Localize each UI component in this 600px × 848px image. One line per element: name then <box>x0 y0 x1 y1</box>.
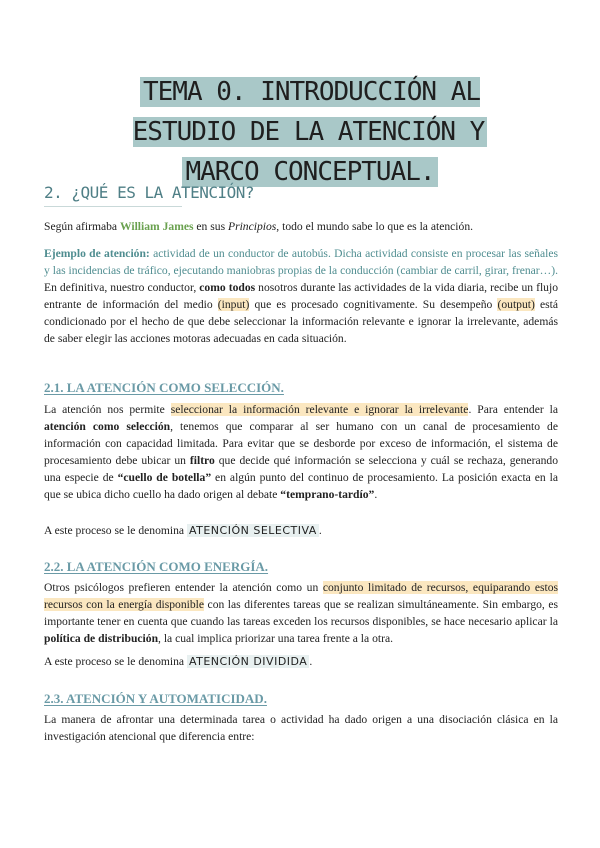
paragraph-example: Ejemplo de atención: actividad de un conductor de autobús. Dicha actividad consiste en procesar las señales y las incidencias de tráfico, ejecutando maniobras propias de la conducción (cambiar de carril, girar, frenar…). En definitiva, nuestro conductor, como todos nosotros durante las actividades de la vida diaria, recibe un flujo entrante de información del medio (input) que es procesado cognitivamente. Su desempeño (output) está condicionado por el hecho de que debe seleccionar la información relevante e ignorar la irrelevante, además de saber elegir las acciones motoras adecuadas en cada situación. <box>44 247 559 345</box>
selective-attention-box: ATENCIÓN SELECTIVA <box>188 524 317 537</box>
paragraph-william-james: Según afirmaba William James en sus Principios, todo el mundo sabe lo que es la atención. <box>44 220 474 233</box>
divided-attention-box: ATENCIÓN DIVIDIDA <box>188 655 308 668</box>
author-name: William James <box>119 220 194 233</box>
section-2-2-heading: 2.2. LA ATENCIÓN COMO ENERGÍA. <box>44 559 269 574</box>
book-title: Principios <box>227 220 277 233</box>
page-title <box>86 72 534 192</box>
output-highlight: (output) <box>497 298 535 311</box>
section-2-3-heading: 2.3. ATENCIÓN Y AUTOMATICIDAD. <box>44 691 267 706</box>
paragraph-selection: La atención nos permite seleccionar la información relevante e ignorar la irrelevante. Para entender la atención como selección, tenemos que comparar al ser humano con un canal de procesamiento de información con capacidad limitada. Para evitar que se desborde por exceso de información, el sistema de procesamiento debe ubicar un filtro que decide qué información se selecciona y cuál se rechaza, generando una especie de “cuello de botella” en algún punto del continuo de procesamiento. La posición exacta en la que se ubica dicho cuello ha dado origen al debate “temprano-tardío”. <box>44 403 559 501</box>
paragraph-automaticity: La manera de afrontar una determinada tarea o actividad ha dado origen a una disociación clásica en la investigación atencional que diferencia entre: <box>44 713 558 743</box>
example-label: Ejemplo de atención: <box>44 247 150 260</box>
paragraph-energy: Otros psicólogos prefieren entender la atención como un conjunto limitado de recursos, equiparando estos recursos con la energía disponible con las diferentes tareas que se realizan simultáneamente. Sin embargo, es importante tener en cuenta que cuando las tareas exceden los recursos disponibles, se hace necesario aplicar la política de distribución, la cual implica priorizar una tarea frente a la otra. <box>44 581 559 645</box>
input-highlight: (input) <box>217 298 250 311</box>
note-selective: A este proceso se le denomina ATENCIÓN SELECTIVA . <box>44 524 322 537</box>
note-divided: A este proceso se le denomina ATENCIÓN DIVIDIDA . <box>44 655 313 668</box>
section-2-underline <box>44 206 182 207</box>
selection-highlight: seleccionar la información relevante e ignorar la irrelevante <box>170 403 469 416</box>
energy-highlight: conjunto limitado de recursos, equiparando estos recursos con la energía disponible <box>44 581 559 611</box>
section-2-1-heading: 2.1. LA ATENCIÓN COMO SELECCIÓN. <box>44 380 284 395</box>
title-line-1: TEMA 0. INTRODUCCIÓN AL ESTUDIO DE LA ATENCIÓN Y <box>133 77 488 147</box>
section-2-heading: 2. ¿QUÉ ES LA ATENCIÓN? <box>44 183 255 202</box>
title-line-2: MARCO CONCEPTUAL. <box>182 157 437 187</box>
